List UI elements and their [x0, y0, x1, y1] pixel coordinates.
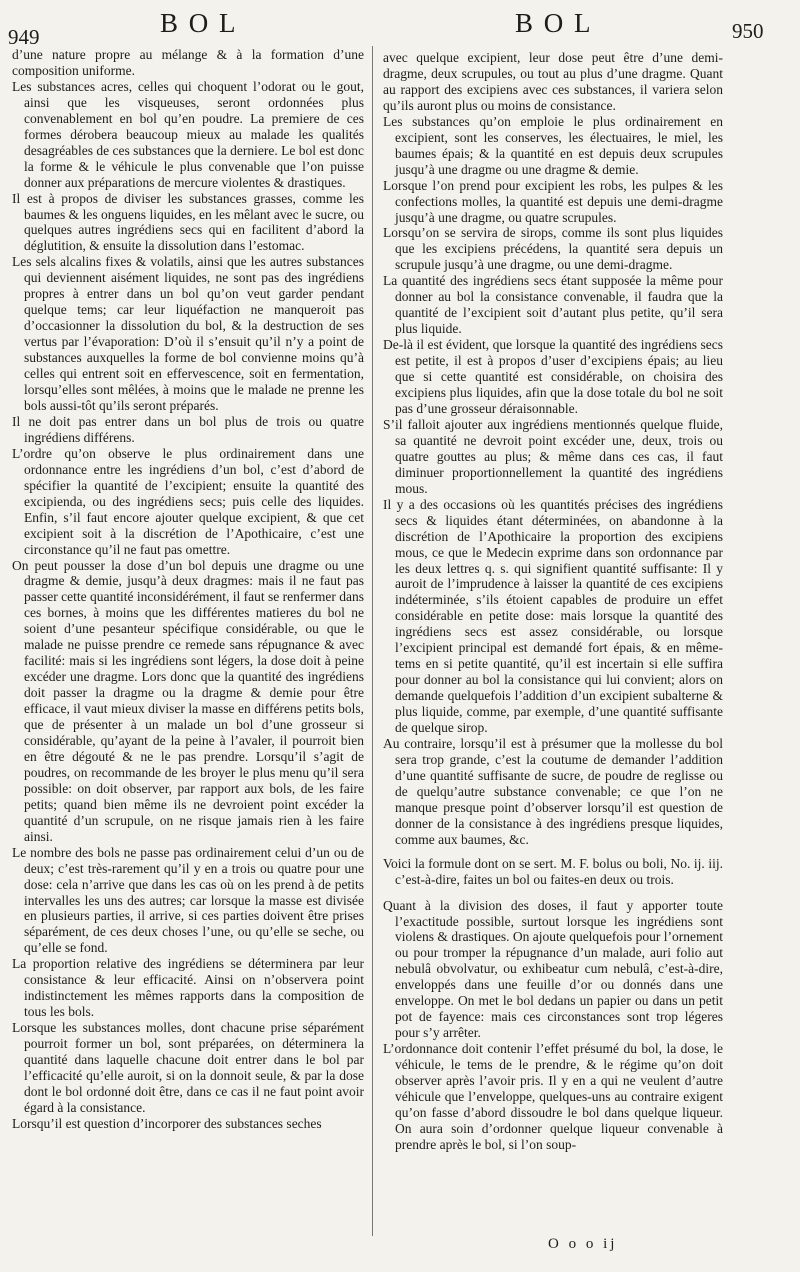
paragraph: avec quelque excipient, leur dose peut être d’une demi-dragme, deux scrupules, ou tout au plus d’une dragme. Quant au rapport des excipiens avec ces substances, il variera selon qu’ils auront plus ou moins de consistance.	[383, 50, 723, 113]
paragraph: Lorsqu’on se servira de sirops, comme ils sont plus liquides que les excipiens précédens, la quantité sera depuis un scrupule jusqu’à une dragme, ou une demi-dragme.	[383, 225, 723, 273]
paragraph: La proportion relative des ingrédiens se déterminera par leur consistance & leur efficacité. Ainsi on n’observera point indistinctement les mêmes rapports dans la composition de tous les bols.	[12, 956, 364, 1020]
paragraph: Au contraire, lorsqu’il est à présumer que la mollesse du bol sera trop grande, c’est la coutume de demander l’addition d’une quantité suffisante de sucre, de poudre de reglisse ou de quelqu’autre substance convenable; ce que l’on ne manque presque point d’observer lorsqu’il est question de donner de la consistance à des ingrédiens presque liquides, comme aux baumes, &c.	[383, 735, 723, 847]
paragraph: Lorsqu’il est question d’incorporer des substances seches	[12, 1115, 322, 1131]
formula-paragraph: Voici la formule dont on se sert. M. F. bolus ou boli, No. ij. iij. c’est-à-dire, faites un bol ou faites-en deux ou trois.	[383, 855, 723, 887]
column-divider	[372, 46, 373, 1236]
paragraph: De-là il est évident, que lorsque la quantité des ingrédiens secs est petite, il est à propos d’user d’excipiens épais; au lieu que si cette quantité est considérable, on choisira des excipiens plus liquides, afin que la dose totale du bol ne soit pas d’une grosseur déraisonnable.	[383, 337, 723, 416]
right-page-number: 950	[732, 19, 764, 43]
right-text-column	[383, 50, 723, 1153]
paragraph: Les substances acres, celles qui choquent l’odorat ou le gout, ainsi que les visqueuses, seront ordonnées plus convenablement en bol qu’en poudre. La premiere de ces formes dérobera beaucoup mieux au malade les qualités desagréables de ces substances que la derniere. Le bol est donc la forme & le véhicule le plus convenable que l’on puisse donner aux préparations de mercure violentes & drastiques.	[12, 78, 364, 190]
left-running-headword: B O L	[160, 8, 238, 38]
paragraph: Il ne doit pas entrer dans un bol plus de trois ou quatre ingrédiens différens.	[12, 413, 364, 445]
paragraph: Lorsque l’on prend pour excipient les robs, les pulpes & les confections molles, la quantité est depuis une demi-dragme jusqu’à une dragme, ou quatre scrupules.	[383, 177, 723, 225]
paragraph: Les substances qu’on emploie le plus ordinairement en excipient, sont les conserves, les électuaires, le miel, les baumes épais; & la quantité en est depuis deux scrupules jusqu’à une dragme ou une dragme & demie.	[383, 113, 723, 177]
left-page-number: 949	[8, 25, 40, 49]
paragraph: Lorsque les substances molles, dont chacune prise séparément pourroit former un bol, sont préparées, on déterminera la quantité dans laquelle chacune doit entrer dans le bol par l’efficacité qu’elle auroit, si on la donnoit seule, & par la dose dont le bol ordonné doit être, dans ce cas il ne faut point avoir égard à la consistance.	[12, 1020, 364, 1115]
paragraph: d’une nature propre au mélange & à la formation d’une composition uniforme.	[12, 47, 364, 78]
paragraph: Il est à propos de diviser les substances grasses, comme les baumes & les onguens liquides, en les mêlant avec le sucre, ou quelques autres ingrédiens secs qui en facilitent d’abord la déglutition, & ensuite la dissolution dans l’estomac.	[12, 190, 364, 254]
paragraph: S’il falloit ajouter aux ingrédiens mentionnés quelque fluide, sa quantité ne devroit point excéder une, deux, trois ou quatre gouttes au plus; & même dans ces cas, il faut diminuer proportionnellement la quantité des ingrédiens mous.	[383, 416, 723, 496]
paragraph: L’ordonnance doit contenir l’effet présumé du bol, la dose, le véhicule, le tems de le prendre, & le régime qu’on doit observer après l’avoir pris. Il y en a qui ne veulent d’autre véhicule que l’enveloppe, quelques-uns au contraire exigent qu’on fasse d’abord dissoudre le bol dans quelque liqueur. On aura soin d’ordonner quelque liqueur convenable à prendre après le bol, si l’on soup-	[383, 1041, 723, 1152]
paragraph: Il y a des occasions où les quantités précises des ingrédiens secs & liquides étant déterminées, on abandonne à la discrétion de l’Apothicaire la proportion des excipiens mous, ce que le Medecin exprime dans son ordonnance par les deux lettres q. s. qui signifient quantité suffisante: Il y auroit de l’imprudence à laisser la quantité de ces excipiens indéterminée, s’ils étoient capables de produire un effet considérable en petite dose: mais lorsque la quantité des ingrédiens secs est assez considérable, ou lorsque l’excipient principal est demandé fort épais, & en même-tems en si petite quantité, qu’il est incertain si elle suffira pour donner au bol la consistance qui lui convient; alors on demande quelquefois l’addition d’un excipient subalterne & plus liquide, comme, par exemple, d’une quantité suffisante de quelque sirop.	[383, 496, 723, 736]
right-running-headword: B O L	[515, 8, 593, 38]
paragraph: Le nombre des bols ne passe pas ordinairement celui d’un ou de deux; c’est très-rarement qu’il y en a trois ou quatre pour une dose: cela n’arrive que dans les cas où on les prend à de petits intervalles les uns des autres; car lorsque la masse est divisée en plusieurs parties, il arrive, si ces parties doivent être prises séparément, de ces deux choses l’une, ou qu’elle se seche, ou qu’elle se fond.	[12, 844, 364, 956]
paragraph: La quantité des ingrédiens secs étant supposée la même pour donner au bol la consistance convenable, il faudra que la quantité de l’excipient soit d’autant plus petite, qu’il sera plus liquide.	[383, 273, 723, 337]
left-text-column	[12, 47, 364, 1132]
signature-mark: O o o ij	[548, 1236, 618, 1252]
paragraph: On peut pousser la dose d’un bol depuis une dragme ou une dragme & demie, jusqu’à deux dragmes: mais il ne faut pas passer cette quantité inconsidérément, il faut se renfermer dans ces bornes, à moins que les différentes matieres du bol ne soient d’une pesanteur spécifique considérable, ou que le malade ne puisse prendre ce remede sans répugnance & avec facilité: mais si les ingrédiens sont légers, la dose doit à peine excéder une dragme. Lors donc que la quantité des ingrédiens doit passer la dragme ou la dragme & demie pour être efficace, il vaut mieux diviser la masse en différens petits bols, que de présenter à un malade un bol d’une grosseur si considérable, qu’ayant de la peine à l’avaler, il pourroit bien en être dégouté & ne le pas prendre. Lorsqu’il s’agit de poudres, on recommande de les broyer le plus menu qu’il sera possible: on doit observer, par rapport aux bols, de les faire petits; quand bien même ils ne devroient point excéder la quantité d’un scrupule, on ne risque jamais rien à les faire ainsi.	[12, 557, 364, 844]
paragraph: L’ordre qu’on observe le plus ordinairement dans une ordonnance entre les ingrédiens d’un bol, c’est d’abord de spécifier la quantité de l’excipient; ensuite la quantité des excipienda, ou des ingrédiens secs; puis celle des liquides. Enfin, s’il faut encore ajouter quelque excipient, & que cet excipient soit à la discrétion de l’Apothicaire, c’est une circonstance qu’il ne faut pas omettre.	[12, 445, 364, 557]
paragraph: Quant à la division des doses, il faut y apporter toute l’exactitude possible, surtout lorsque les ingrédiens sont violens & drastiques. On ajoute quelquefois pour l’ornement ou pour tromper la répugnance d’un malade, auri folio aut nebulâ obvolvatur, ou exhibeatur cum nebulâ, c’est-à-dire, enveloppés dans une feuille d’or ou donnés dans une enveloppe. On met le bol dedans un papier ou dans un petit pot de fayence: mais ces circonstances sont trop légeres pour s’y arrêter.	[383, 897, 723, 1041]
paragraph: Les sels alcalins fixes & volatils, ainsi que les autres substances qui deviennent aisément liquides, ne sont pas des ingrédiens propres à entrer dans un bol qu’on veut garder pendant quelque tems; car leur liquéfaction ne manqueroit pas d’occasionner la dissolution du bol, & la destruction de ses vertus par l’évaporation: D’où il s’ensuit qu’il n’y a point de substances auxquelles la forme de bol convienne moins qu’à celles qui entrent soit en effervescence, soit en fermentation, lorsqu’elles sont mêlées, à moins que le malade ne prenne les bols aussi-tôt qu’ils seront préparés.	[12, 254, 364, 413]
